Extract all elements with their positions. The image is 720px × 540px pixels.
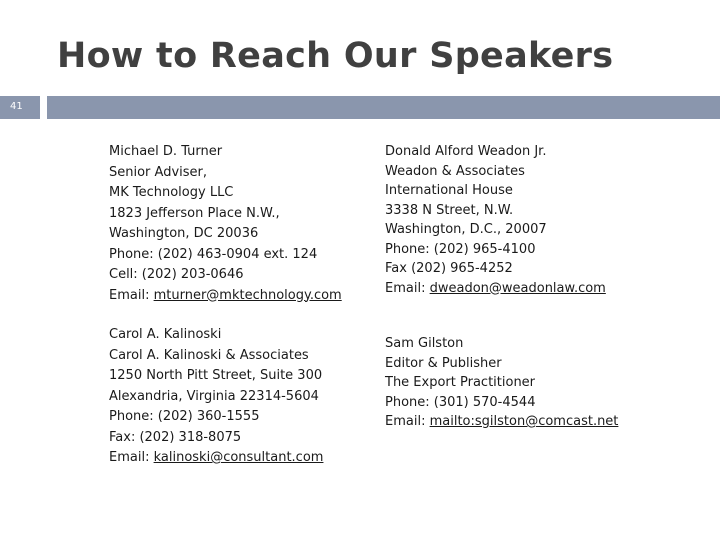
contact-block-kalinoski <box>109 325 323 469</box>
contact-company: Carol A. Kalinoski & Associates <box>109 347 309 363</box>
contact-city: Alexandria, Virginia 22314-5604 <box>109 388 319 404</box>
contact-name: Michael D. Turner <box>109 144 223 159</box>
contact-publication: The Export Practitioner <box>385 375 536 390</box>
contact-city: Washington, DC 20036 <box>109 226 259 241</box>
contact-block-turner <box>109 142 342 306</box>
slide-number: 41 <box>10 101 23 112</box>
contact-email-line <box>385 279 606 299</box>
contact-phone: Phone: (202) 463-0904 ext. 124 <box>109 246 318 262</box>
email-label: Email: <box>109 287 154 303</box>
contact-name: Sam Gilston <box>385 336 464 351</box>
contact-cell: Cell: (202) 203-0646 <box>109 267 244 282</box>
contact-street: 3338 N Street, N.W. <box>385 202 514 218</box>
contact-email-line <box>109 448 323 469</box>
contact-fax: Fax (202) 965-4252 <box>385 261 513 276</box>
contact-phone: Phone: (301) 570-4544 <box>385 394 536 410</box>
email-link[interactable]: mailto:sgilston@comcast.net <box>429 414 619 429</box>
contact-phone: Phone: (202) 360-1555 <box>109 409 260 424</box>
contact-email-line <box>109 286 342 307</box>
contact-block-weadon <box>385 142 606 298</box>
contact-title: Editor & Publisher <box>385 355 502 371</box>
contact-phone: Phone: (202) 965-4100 <box>385 241 536 257</box>
email-label: Email: <box>385 414 430 429</box>
contact-company: MK Technology LLC <box>109 185 234 200</box>
contact-company: Weadon & Associates <box>385 163 525 179</box>
contact-name: Carol A. Kalinoski <box>109 327 222 342</box>
title-divider-band <box>47 96 720 119</box>
contact-email-line <box>385 412 618 432</box>
contact-building: International House <box>385 183 513 198</box>
slide-title: How to Reach Our Speakers <box>57 36 614 76</box>
email-link[interactable]: mturner@mktechnology.com <box>153 287 342 303</box>
contact-street: 1250 North Pitt Street, Suite 300 <box>109 368 323 383</box>
contact-fax: Fax: (202) 318-8075 <box>109 429 242 445</box>
email-label: Email: <box>385 280 430 296</box>
contact-name: Donald Alford Weadon Jr. <box>385 144 547 159</box>
contact-title: Senior Adviser, <box>109 164 208 180</box>
contact-city: Washington, D.C., 20007 <box>385 222 547 237</box>
contact-street: 1823 Jefferson Place N.W., <box>109 205 280 221</box>
email-link[interactable]: dweadon@weadonlaw.com <box>429 280 606 296</box>
email-label: Email: <box>109 450 154 465</box>
contact-block-gilston <box>385 334 618 432</box>
email-link[interactable]: kalinoski@consultant.com <box>153 450 324 465</box>
